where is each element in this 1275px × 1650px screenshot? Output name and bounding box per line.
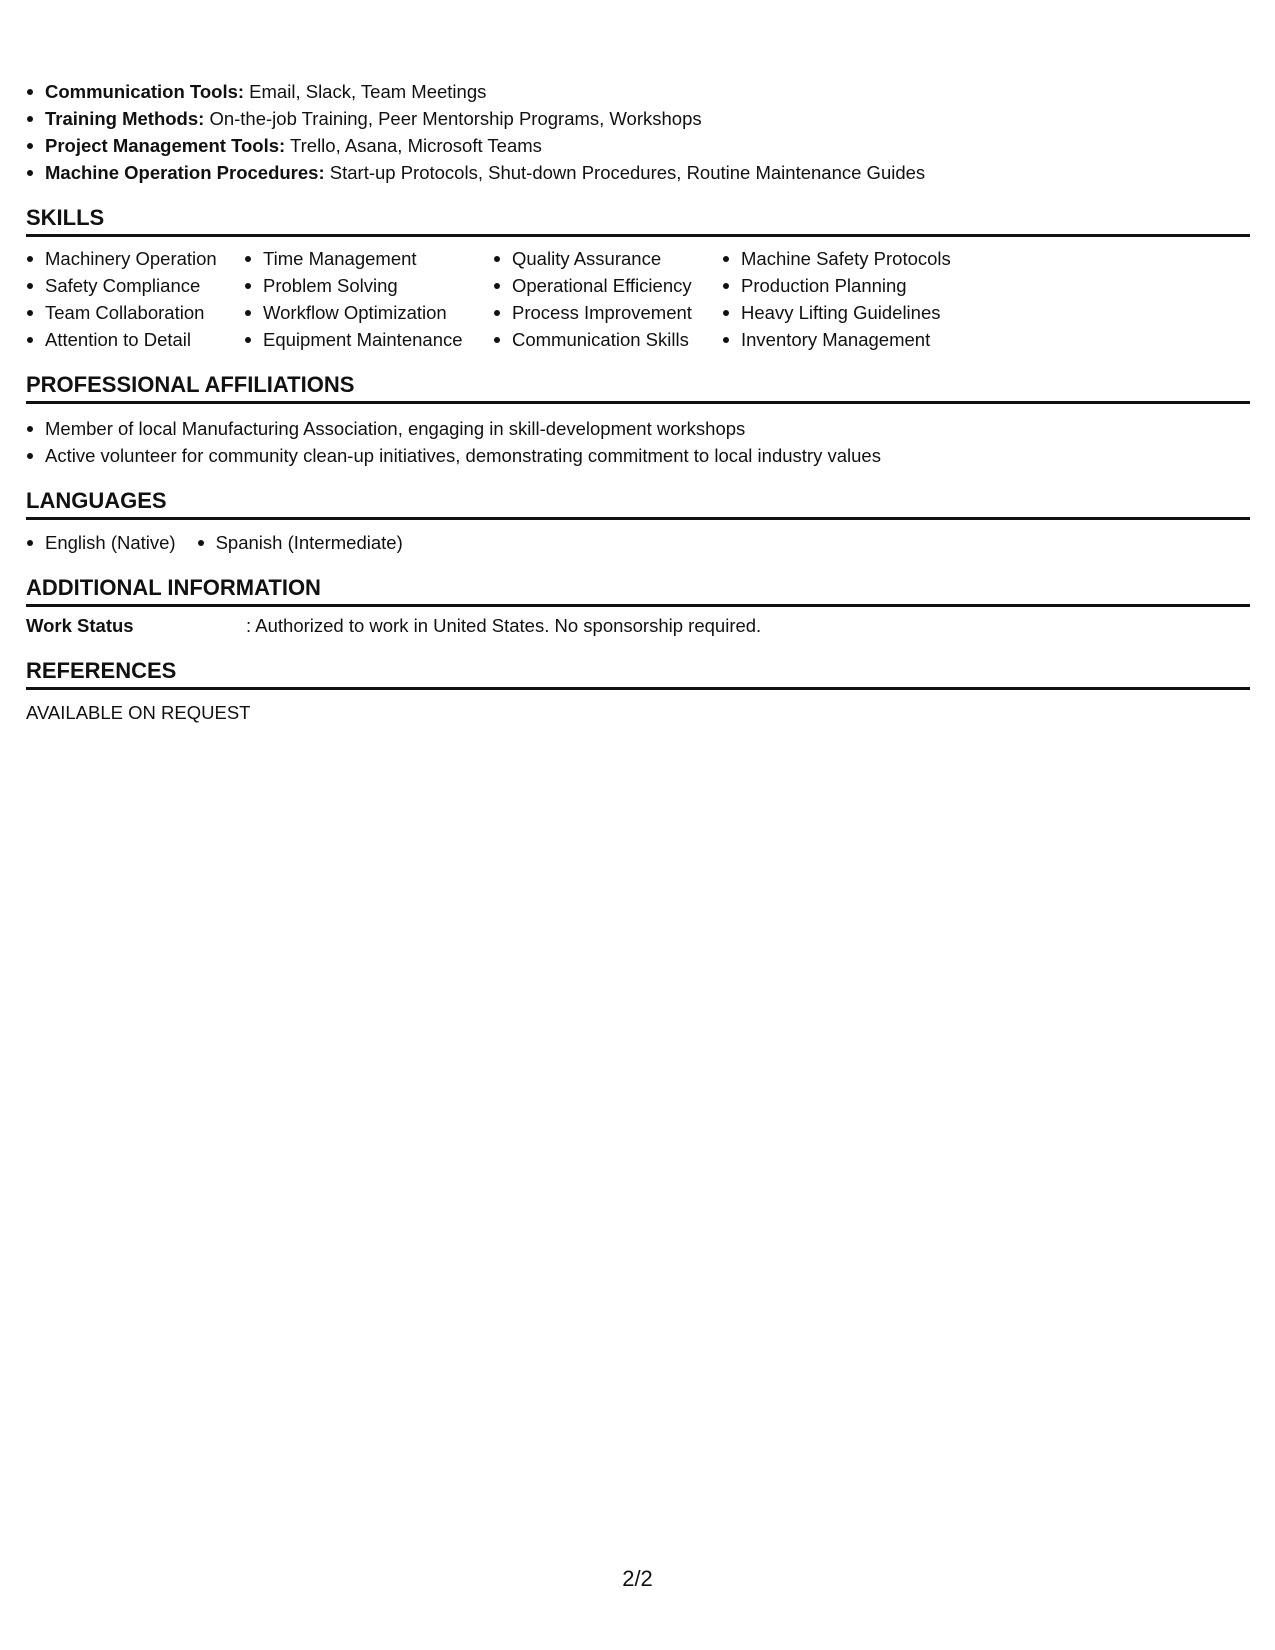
tool-value: Email, Slack, Team Meetings [244, 81, 487, 102]
list-item [26, 132, 1250, 159]
skill-item: Inventory Management [722, 326, 1022, 353]
tool-value: On-the-job Training, Peer Mentorship Programs, Workshops [204, 108, 702, 129]
skill-item: Safety Compliance [26, 272, 244, 299]
skill-item: Machine Safety Protocols [722, 245, 1022, 272]
work-status-label: Work Status [26, 615, 134, 636]
tool-label: Project Management Tools: [45, 135, 286, 156]
list-item: Member of local Manufacturing Association, engaging in skill-development workshops [26, 415, 1250, 442]
list-item [26, 78, 1250, 105]
skill-item: Workflow Optimization [244, 299, 493, 326]
resume-page [26, 78, 1250, 726]
tool-label: Training Methods: [45, 108, 205, 129]
tool-label: Machine Operation Procedures: [45, 162, 325, 183]
skill-item: Production Planning [722, 272, 1022, 299]
skill-item: Quality Assurance [493, 245, 722, 272]
page-number: 2/2 [622, 1566, 653, 1591]
list-item [26, 105, 1250, 132]
skills-column [722, 245, 1022, 353]
affiliations-heading: PROFESSIONAL AFFILIATIONS [26, 371, 1250, 404]
additional-info-heading: ADDITIONAL INFORMATION [26, 574, 1250, 607]
skill-item: Communication Skills [493, 326, 722, 353]
skill-item: Time Management [244, 245, 493, 272]
skills-column [493, 245, 722, 353]
language-item: English (Native) [26, 529, 176, 556]
skill-item: Problem Solving [244, 272, 493, 299]
skill-item: Team Collaboration [26, 299, 244, 326]
skills-column [26, 245, 244, 353]
work-status-value: : Authorized to work in United States. No sponsorship required. [246, 615, 762, 636]
tools-list [26, 78, 1250, 186]
skill-item: Machinery Operation [26, 245, 244, 272]
work-status-row [26, 612, 1250, 639]
skill-item: Attention to Detail [26, 326, 244, 353]
skills-grid [26, 245, 1250, 353]
skill-item: Process Improvement [493, 299, 722, 326]
skill-item: Operational Efficiency [493, 272, 722, 299]
skills-heading: SKILLS [26, 204, 1250, 237]
languages-list [26, 529, 1250, 556]
tool-label: Communication Tools: [45, 81, 245, 102]
language-item: Spanish (Intermediate) [197, 529, 403, 556]
references-text: AVAILABLE ON REQUEST [26, 702, 251, 723]
skill-item: Heavy Lifting Guidelines [722, 299, 1022, 326]
list-item: Active volunteer for community clean-up initiatives, demonstrating commitment to local industry values [26, 442, 1250, 469]
affiliations-list [26, 415, 1250, 469]
languages-heading: LANGUAGES [26, 487, 1250, 520]
list-item [26, 159, 1250, 186]
skill-item: Equipment Maintenance [244, 326, 493, 353]
skills-column [244, 245, 493, 353]
tool-value: Start-up Protocols, Shut-down Procedures, Routine Maintenance Guides [324, 162, 926, 183]
tool-value: Trello, Asana, Microsoft Teams [285, 135, 542, 156]
references-heading: REFERENCES [26, 657, 1250, 690]
